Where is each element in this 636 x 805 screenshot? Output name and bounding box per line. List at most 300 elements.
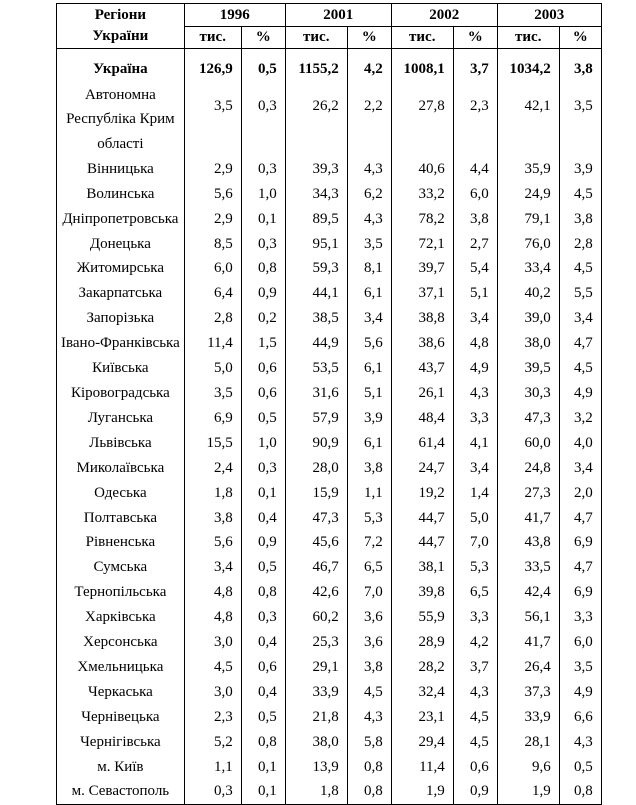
year-header-2003: 2003 <box>497 4 601 27</box>
region-name: м. Севастополь <box>57 779 185 804</box>
value-percent: 4,3 <box>559 730 601 755</box>
region-name: м. Київ <box>57 755 185 780</box>
value-thousand: 26,2 <box>285 82 347 132</box>
value-thousand: 5,6 <box>184 530 241 555</box>
value-thousand: 23,1 <box>391 705 453 730</box>
value-percent: 0,4 <box>241 630 285 655</box>
value-thousand: 39,7 <box>391 256 453 281</box>
value-thousand: 19,2 <box>391 481 453 506</box>
region-name: Сумська <box>57 555 185 580</box>
value-thousand: 39,5 <box>497 356 559 381</box>
value-thousand: 60,0 <box>497 431 559 456</box>
value-thousand: 1034,2 <box>497 57 559 82</box>
value-percent: 0,6 <box>241 381 285 406</box>
value-percent: 1,0 <box>241 182 285 207</box>
value-percent: 6,1 <box>347 281 391 306</box>
value-thousand: 6,0 <box>184 256 241 281</box>
value-thousand: 28,0 <box>285 456 347 481</box>
value-percent: 2,3 <box>453 82 497 132</box>
value-thousand: 1,9 <box>391 779 453 804</box>
value-percent: 4,9 <box>559 381 601 406</box>
value-thousand: 13,9 <box>285 755 347 780</box>
value-percent: 6,1 <box>347 356 391 381</box>
value-percent: 0,6 <box>241 356 285 381</box>
region-name: Україна <box>57 57 185 82</box>
value-thousand: 35,9 <box>497 157 559 182</box>
value-thousand: 72,1 <box>391 232 453 257</box>
value-thousand: 42,6 <box>285 580 347 605</box>
value-percent: 3,8 <box>453 207 497 232</box>
value-thousand: 34,3 <box>285 182 347 207</box>
value-thousand: 33,4 <box>497 256 559 281</box>
value-thousand: 5,0 <box>184 356 241 381</box>
value-percent: 3,4 <box>559 306 601 331</box>
region-name: Донецька <box>57 232 185 257</box>
value-thousand: 1008,1 <box>391 57 453 82</box>
value-percent: 5,5 <box>559 281 601 306</box>
value-percent: 7,0 <box>453 530 497 555</box>
value-thousand: 55,9 <box>391 605 453 630</box>
value-percent: 4,2 <box>453 630 497 655</box>
region-name: Волинська <box>57 182 185 207</box>
value-thousand: 1,8 <box>285 779 347 804</box>
table-row <box>57 207 602 232</box>
value-percent: 0,3 <box>241 82 285 132</box>
value-thousand: 3,8 <box>184 506 241 531</box>
value-percent: 6,5 <box>347 555 391 580</box>
value-thousand: 3,4 <box>184 555 241 580</box>
value-thousand: 6,4 <box>184 281 241 306</box>
subheader-thousand: тис. <box>497 27 559 49</box>
value-thousand: 4,8 <box>184 605 241 630</box>
value-thousand: 3,5 <box>184 82 241 132</box>
year-header-1996: 1996 <box>184 4 285 27</box>
value-percent: 3,5 <box>347 232 391 257</box>
value-thousand: 8,5 <box>184 232 241 257</box>
value-thousand: 4,8 <box>184 580 241 605</box>
value-percent <box>559 132 601 157</box>
value-percent: 5,4 <box>453 256 497 281</box>
year-header-2002: 2002 <box>391 4 497 27</box>
value-percent: 5,0 <box>453 506 497 531</box>
value-thousand: 1155,2 <box>285 57 347 82</box>
value-thousand: 47,3 <box>497 406 559 431</box>
value-percent: 0,3 <box>241 605 285 630</box>
value-percent: 3,4 <box>559 456 601 481</box>
table-row <box>57 57 602 82</box>
value-percent: 0,3 <box>241 456 285 481</box>
value-percent: 4,7 <box>559 331 601 356</box>
value-percent: 0,4 <box>241 680 285 705</box>
table-row <box>57 481 602 506</box>
value-percent: 0,1 <box>241 779 285 804</box>
region-name: Чернівецька <box>57 705 185 730</box>
value-percent: 4,3 <box>453 680 497 705</box>
value-thousand: 25,3 <box>285 630 347 655</box>
value-thousand: 33,9 <box>285 680 347 705</box>
value-thousand: 48,4 <box>391 406 453 431</box>
table-row <box>57 356 602 381</box>
value-percent: 5,1 <box>347 381 391 406</box>
subheader-thousand: тис. <box>391 27 453 49</box>
value-thousand: 39,0 <box>497 306 559 331</box>
table-row <box>57 306 602 331</box>
region-name: Дніпропетровська <box>57 207 185 232</box>
value-thousand: 24,8 <box>497 456 559 481</box>
value-thousand <box>497 132 559 157</box>
value-percent: 4,5 <box>559 256 601 281</box>
subheader-thousand: тис. <box>285 27 347 49</box>
value-percent: 0,1 <box>241 481 285 506</box>
value-thousand: 32,4 <box>391 680 453 705</box>
value-percent: 0,9 <box>241 281 285 306</box>
table-row <box>57 157 602 182</box>
value-percent: 0,3 <box>241 157 285 182</box>
value-percent: 4,3 <box>347 207 391 232</box>
value-thousand: 2,3 <box>184 705 241 730</box>
value-percent: 6,2 <box>347 182 391 207</box>
table-row <box>57 456 602 481</box>
value-thousand: 39,3 <box>285 157 347 182</box>
value-percent: 3,6 <box>347 605 391 630</box>
value-thousand: 3,5 <box>184 381 241 406</box>
table-row <box>57 506 602 531</box>
table-row <box>57 605 602 630</box>
value-percent: 3,7 <box>453 655 497 680</box>
spacer-row <box>57 49 602 58</box>
value-percent: 5,6 <box>347 331 391 356</box>
table-row <box>57 232 602 257</box>
value-thousand: 44,7 <box>391 506 453 531</box>
value-thousand: 79,1 <box>497 207 559 232</box>
value-percent <box>347 132 391 157</box>
value-percent: 6,5 <box>453 580 497 605</box>
value-thousand: 40,6 <box>391 157 453 182</box>
value-percent: 3,9 <box>347 406 391 431</box>
value-thousand: 29,4 <box>391 730 453 755</box>
subheader-percent: % <box>347 27 391 49</box>
value-percent: 0,5 <box>241 555 285 580</box>
value-thousand: 37,1 <box>391 281 453 306</box>
value-percent: 4,9 <box>559 680 601 705</box>
value-thousand: 15,5 <box>184 431 241 456</box>
value-percent: 6,9 <box>559 530 601 555</box>
value-thousand: 60,2 <box>285 605 347 630</box>
value-percent: 0,9 <box>241 530 285 555</box>
table-row <box>57 755 602 780</box>
value-thousand: 89,5 <box>285 207 347 232</box>
region-name: Харківська <box>57 605 185 630</box>
value-percent: 0,1 <box>241 207 285 232</box>
region-name: Черкаська <box>57 680 185 705</box>
value-thousand: 41,7 <box>497 630 559 655</box>
region-name: Полтавська <box>57 506 185 531</box>
value-thousand: 28,9 <box>391 630 453 655</box>
value-percent: 3,8 <box>559 207 601 232</box>
value-percent: 4,8 <box>453 331 497 356</box>
region-name: Київська <box>57 356 185 381</box>
value-percent: 6,1 <box>347 431 391 456</box>
value-percent: 3,7 <box>453 57 497 82</box>
region-name: Хмельницька <box>57 655 185 680</box>
table-row <box>57 555 602 580</box>
value-thousand: 57,9 <box>285 406 347 431</box>
table-row <box>57 256 602 281</box>
value-percent: 0,5 <box>241 705 285 730</box>
table-row <box>57 630 602 655</box>
value-thousand: 33,5 <box>497 555 559 580</box>
value-thousand: 28,1 <box>497 730 559 755</box>
year-header-2001: 2001 <box>285 4 391 27</box>
region-name: Рівненська <box>57 530 185 555</box>
value-percent: 3,2 <box>559 406 601 431</box>
value-thousand: 24,7 <box>391 456 453 481</box>
value-percent: 1,1 <box>347 481 391 506</box>
value-percent: 7,0 <box>347 580 391 605</box>
subheader-percent: % <box>241 27 285 49</box>
value-percent: 5,1 <box>453 281 497 306</box>
subheader-thousand: тис. <box>184 27 241 49</box>
value-thousand: 78,2 <box>391 207 453 232</box>
value-percent: 3,8 <box>559 57 601 82</box>
table-row <box>57 281 602 306</box>
value-thousand: 38,6 <box>391 331 453 356</box>
value-thousand: 6,9 <box>184 406 241 431</box>
table-row <box>57 779 602 804</box>
value-percent: 3,3 <box>453 605 497 630</box>
value-percent: 0,1 <box>241 755 285 780</box>
table-row <box>57 406 602 431</box>
value-percent: 4,9 <box>453 356 497 381</box>
value-percent: 3,9 <box>559 157 601 182</box>
value-thousand: 41,7 <box>497 506 559 531</box>
table-row <box>57 381 602 406</box>
value-percent: 3,4 <box>453 456 497 481</box>
value-percent: 4,5 <box>559 182 601 207</box>
value-thousand: 43,8 <box>497 530 559 555</box>
value-thousand: 61,4 <box>391 431 453 456</box>
value-percent: 0,8 <box>241 256 285 281</box>
value-percent: 5,3 <box>453 555 497 580</box>
table-row <box>57 730 602 755</box>
value-percent: 0,8 <box>241 730 285 755</box>
region-name: Херсонська <box>57 630 185 655</box>
value-percent: 3,5 <box>559 655 601 680</box>
value-thousand <box>285 132 347 157</box>
region-name: Закарпатська <box>57 281 185 306</box>
value-percent: 7,2 <box>347 530 391 555</box>
value-percent: 3,4 <box>453 306 497 331</box>
table-row <box>57 705 602 730</box>
value-percent: 4,4 <box>453 157 497 182</box>
table-row <box>57 530 602 555</box>
value-thousand <box>391 132 453 157</box>
value-percent: 4,2 <box>347 57 391 82</box>
value-percent: 0,5 <box>559 755 601 780</box>
region-name: Житомирська <box>57 256 185 281</box>
value-percent: 4,7 <box>559 506 601 531</box>
value-percent: 5,3 <box>347 506 391 531</box>
value-thousand: 37,3 <box>497 680 559 705</box>
value-percent: 3,5 <box>559 82 601 132</box>
value-percent: 4,3 <box>347 157 391 182</box>
value-thousand: 59,3 <box>285 256 347 281</box>
regions-table <box>56 3 602 805</box>
value-thousand <box>184 132 241 157</box>
region-name: Луганська <box>57 406 185 431</box>
value-thousand: 2,9 <box>184 157 241 182</box>
value-percent: 6,9 <box>559 580 601 605</box>
value-thousand: 39,8 <box>391 580 453 605</box>
region-name: Запорізька <box>57 306 185 331</box>
value-percent: 6,0 <box>453 182 497 207</box>
value-thousand: 2,9 <box>184 207 241 232</box>
value-thousand: 95,1 <box>285 232 347 257</box>
value-thousand: 90,9 <box>285 431 347 456</box>
value-thousand: 40,2 <box>497 281 559 306</box>
value-percent: 4,5 <box>347 680 391 705</box>
value-percent: 3,8 <box>347 456 391 481</box>
value-percent: 2,2 <box>347 82 391 132</box>
value-thousand: 29,1 <box>285 655 347 680</box>
value-thousand: 42,1 <box>497 82 559 132</box>
value-thousand: 44,1 <box>285 281 347 306</box>
table-row <box>57 580 602 605</box>
value-percent: 4,7 <box>559 555 601 580</box>
value-percent: 3,4 <box>347 306 391 331</box>
value-percent <box>241 132 285 157</box>
value-thousand: 53,5 <box>285 356 347 381</box>
table-row <box>57 431 602 456</box>
value-thousand: 38,0 <box>285 730 347 755</box>
value-percent: 0,8 <box>241 580 285 605</box>
value-thousand: 28,2 <box>391 655 453 680</box>
value-thousand: 1,8 <box>184 481 241 506</box>
value-percent: 4,3 <box>453 381 497 406</box>
region-name: Івано-Франківська <box>57 331 185 356</box>
region-name: Тернопільська <box>57 580 185 605</box>
table-row <box>57 82 602 132</box>
region-name: Чернігівська <box>57 730 185 755</box>
table-row <box>57 331 602 356</box>
value-percent: 3,3 <box>559 605 601 630</box>
value-percent: 1,4 <box>453 481 497 506</box>
value-percent: 4,1 <box>453 431 497 456</box>
table-row <box>57 680 602 705</box>
value-percent: 3,3 <box>453 406 497 431</box>
value-thousand: 38,0 <box>497 331 559 356</box>
value-thousand: 31,6 <box>285 381 347 406</box>
value-percent: 0,3 <box>241 232 285 257</box>
value-percent: 0,9 <box>453 779 497 804</box>
value-percent: 4,3 <box>347 705 391 730</box>
value-thousand: 38,8 <box>391 306 453 331</box>
value-percent: 4,5 <box>453 730 497 755</box>
value-thousand: 44,9 <box>285 331 347 356</box>
value-percent: 0,8 <box>347 755 391 780</box>
value-thousand: 26,4 <box>497 655 559 680</box>
region-name: Львівська <box>57 431 185 456</box>
subheader-percent: % <box>453 27 497 49</box>
value-percent: 1,0 <box>241 431 285 456</box>
region-name: області <box>57 132 185 157</box>
value-percent: 4,5 <box>453 705 497 730</box>
value-thousand: 2,8 <box>184 306 241 331</box>
table-row <box>57 655 602 680</box>
regions-header: Регіони України <box>57 4 185 49</box>
value-thousand: 5,6 <box>184 182 241 207</box>
value-thousand: 45,6 <box>285 530 347 555</box>
value-thousand: 3,0 <box>184 630 241 655</box>
value-percent: 0,6 <box>241 655 285 680</box>
region-name: Одеська <box>57 481 185 506</box>
value-percent: 0,8 <box>347 779 391 804</box>
value-thousand: 0,3 <box>184 779 241 804</box>
value-thousand: 30,3 <box>497 381 559 406</box>
region-name: Автономна Республіка Крим <box>57 82 185 132</box>
value-percent: 2,7 <box>453 232 497 257</box>
region-name: Вінницька <box>57 157 185 182</box>
value-thousand: 9,6 <box>497 755 559 780</box>
value-thousand: 24,9 <box>497 182 559 207</box>
value-thousand: 11,4 <box>391 755 453 780</box>
value-thousand: 27,3 <box>497 481 559 506</box>
value-thousand: 46,7 <box>285 555 347 580</box>
value-thousand: 2,4 <box>184 456 241 481</box>
value-percent: 0,4 <box>241 506 285 531</box>
value-percent: 4,0 <box>559 431 601 456</box>
value-percent: 3,6 <box>347 630 391 655</box>
value-percent: 5,8 <box>347 730 391 755</box>
value-thousand: 43,7 <box>391 356 453 381</box>
value-thousand: 47,3 <box>285 506 347 531</box>
value-thousand: 11,4 <box>184 331 241 356</box>
value-thousand: 33,9 <box>497 705 559 730</box>
value-thousand: 5,2 <box>184 730 241 755</box>
value-percent: 6,0 <box>559 630 601 655</box>
value-thousand: 1,9 <box>497 779 559 804</box>
value-thousand: 76,0 <box>497 232 559 257</box>
value-percent: 1,5 <box>241 331 285 356</box>
value-thousand: 38,1 <box>391 555 453 580</box>
value-thousand: 3,0 <box>184 680 241 705</box>
value-percent: 2,0 <box>559 481 601 506</box>
value-percent: 0,5 <box>241 57 285 82</box>
value-percent: 4,5 <box>559 356 601 381</box>
value-percent: 8,1 <box>347 256 391 281</box>
value-percent: 0,6 <box>453 755 497 780</box>
value-thousand: 15,9 <box>285 481 347 506</box>
table-row <box>57 132 602 157</box>
value-percent: 3,8 <box>347 655 391 680</box>
value-thousand: 56,1 <box>497 605 559 630</box>
value-percent <box>453 132 497 157</box>
region-name: Миколаївська <box>57 456 185 481</box>
value-thousand: 44,7 <box>391 530 453 555</box>
value-thousand: 33,2 <box>391 182 453 207</box>
value-thousand: 38,5 <box>285 306 347 331</box>
subheader-percent: % <box>559 27 601 49</box>
value-percent: 0,8 <box>559 779 601 804</box>
value-thousand: 26,1 <box>391 381 453 406</box>
table-row <box>57 182 602 207</box>
region-name: Кіровоградська <box>57 381 185 406</box>
value-percent: 0,2 <box>241 306 285 331</box>
value-thousand: 4,5 <box>184 655 241 680</box>
value-percent: 6,6 <box>559 705 601 730</box>
value-thousand: 126,9 <box>184 57 241 82</box>
value-thousand: 42,4 <box>497 580 559 605</box>
